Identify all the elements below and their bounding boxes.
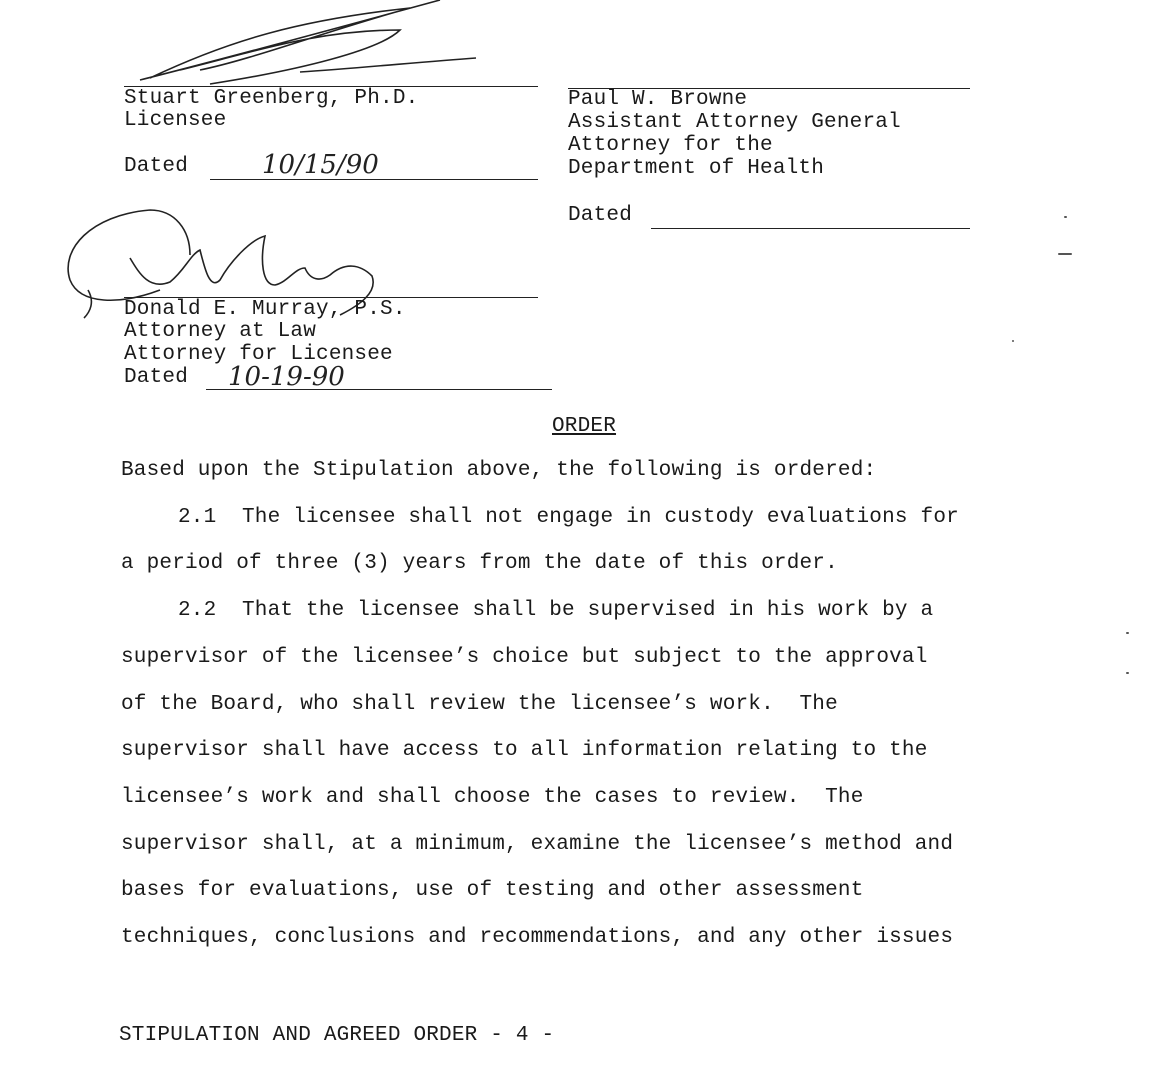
state-attorney-title: Assistant Attorney General	[568, 111, 901, 134]
licensee-name: Stuart Greenberg, Ph.D.	[124, 87, 419, 110]
order-paragraph-2-2-line-5: licensee’s work and shall choose the cases to review. The	[121, 785, 864, 809]
order-heading: ORDER	[552, 415, 617, 438]
licensee-attorney-name: Donald E. Murray, P.S.	[124, 298, 406, 321]
state-attorney-department: Department of Health	[568, 157, 825, 180]
scan-speck	[1058, 253, 1072, 255]
order-intro: Based upon the Stipulation above, the following is ordered:	[121, 459, 877, 482]
order-paragraph-2-2-line-3: of the Board, who shall review the licensee’s work. The	[121, 692, 838, 716]
order-paragraph-2-2-line-1: 2.2 That the licensee shall be supervised in his work by a	[178, 599, 934, 623]
state-attorney-dated-label: Dated	[568, 204, 633, 227]
licensee-attorney-role: Attorney for Licensee	[124, 343, 393, 366]
order-paragraph-2-2-line-7: bases for evaluations, use of testing and other assessment	[121, 879, 864, 903]
order-paragraph-2-2-line-8: techniques, conclusions and recommendations, and any other issues	[121, 926, 954, 950]
order-body	[121, 448, 1056, 962]
scan-speck	[1064, 216, 1067, 218]
order-paragraph-2-1-line-1: 2.1 The licensee shall not engage in custody evaluations for	[178, 505, 959, 529]
licensee-attorney-title: Attorney at Law	[124, 320, 317, 343]
licensee-date-handwritten: 10/15/90	[262, 150, 379, 180]
licensee-attorney-dated-label: Dated	[124, 366, 189, 389]
scan-speck	[1126, 632, 1129, 634]
licensee-attorney-date-handwritten: 10-19-90	[228, 362, 345, 392]
order-paragraph-2-1-line-2: a period of three (3) years from the date of this order.	[121, 552, 838, 576]
state-attorney-name: Paul W. Browne	[568, 88, 748, 111]
licensee-role: Licensee	[124, 109, 227, 132]
page-footer: STIPULATION AND AGREED ORDER - 4 -	[119, 1024, 555, 1047]
licensee-attorney-date-line	[206, 389, 552, 390]
state-attorney-role: Attorney for the	[568, 134, 773, 157]
order-paragraph-2-2-line-2: supervisor of the licensee’s choice but subject to the approval	[121, 645, 928, 669]
scan-speck	[1012, 340, 1014, 342]
order-paragraph-2-2-line-4: supervisor shall have access to all information relating to the	[121, 739, 928, 763]
scan-speck	[1126, 672, 1129, 674]
licensee-dated-label: Dated	[124, 155, 189, 178]
order-paragraph-2-2-line-6: supervisor shall, at a minimum, examine the licensee’s method and	[121, 832, 954, 856]
